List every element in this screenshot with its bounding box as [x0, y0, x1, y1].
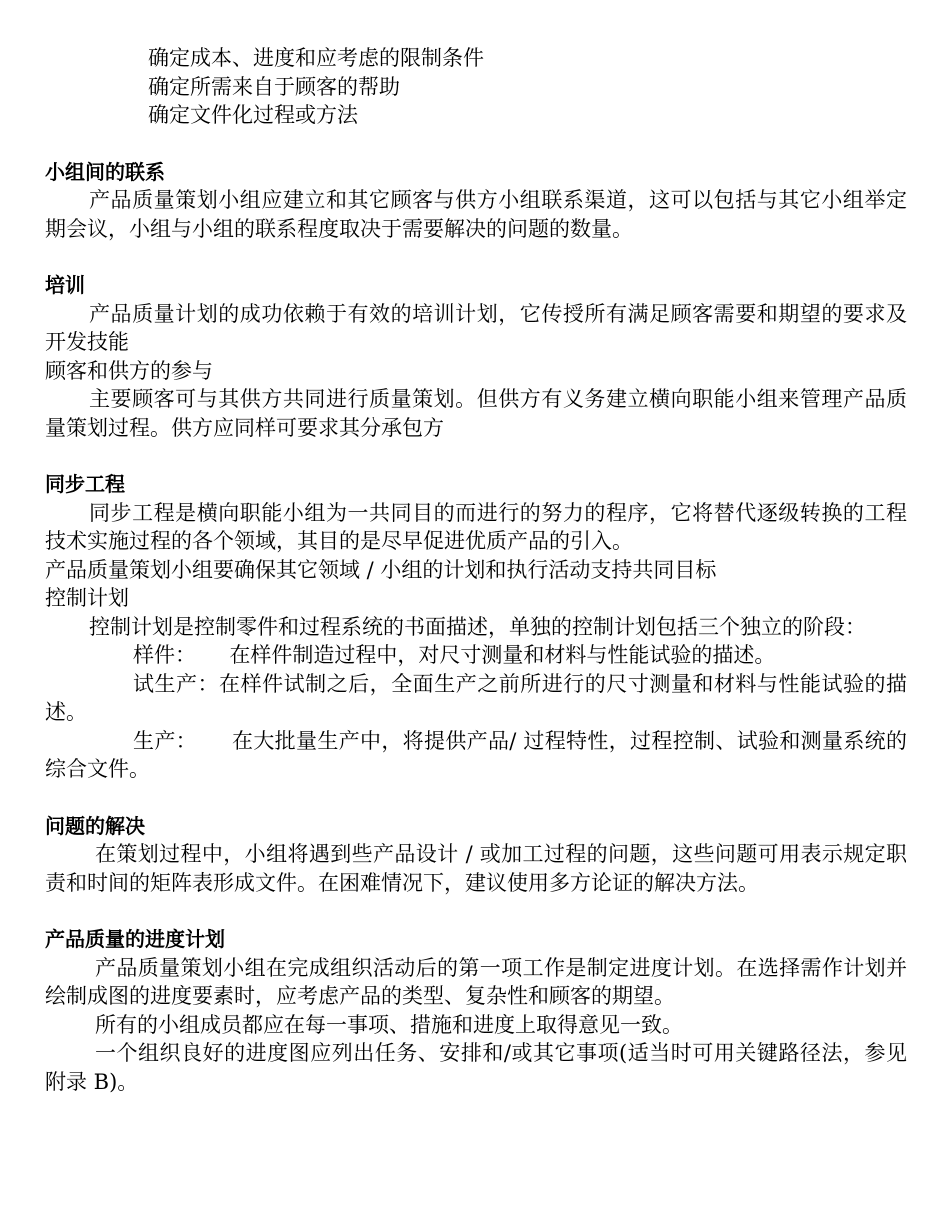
paragraph-concurrent-goal: 产品质量策划小组要确保其它领域 / 小组的计划和执行活动支持共同目标 — [45, 557, 717, 582]
paragraph-problem: 在策划过程中，小组将遇到些产品设计 / 或加工过程的问题，这些问题可用表示规定职责和时间的矩阵表形成文件。在困难情况下，建议使用多方论证的解决方法。 — [45, 842, 907, 895]
subheading-participation: 顾客和供方的参与 — [45, 358, 213, 383]
paragraph-liaison: 产品质量策划小组应建立和其它顾客与供方小组联系渠道，这可以包括与其它小组举定期会议，小组与小组的联系程度取决于需要解决的问题的数量。 — [45, 188, 907, 241]
subheading-control-plan: 控制计划 — [45, 586, 129, 610]
section-heading-problem: 问题的解决 — [45, 813, 145, 838]
intro-list — [45, 44, 907, 130]
stage-pre-launch: 试生产：在样件试制之后，全面生产之前所进行的尺寸测量和材料与性能试验的描述。 — [45, 671, 907, 724]
paragraph-training: 产品质量计划的成功依赖于有效的培训计划，它传授所有满足顾客需要和期望的要求及开发技能 — [45, 301, 907, 354]
paragraph-participation: 主要顾客可与其供方共同进行质量策划。但供方有义务建立横向职能小组来管理产品质量策划过程。供方应同样可要求其分承包方 — [45, 387, 907, 440]
list-item: 确定成本、进度和应考虑的限制条件 — [148, 46, 484, 70]
section-heading-schedule: 产品质量的进度计划 — [45, 927, 225, 951]
section-heading-concurrent: 同步工程 — [45, 472, 125, 496]
list-item: 确定文件化过程或方法 — [148, 103, 358, 127]
section-heading-training: 培训 — [45, 273, 85, 297]
paragraph-control-plan: 控制计划是控制零件和过程系统的书面描述，单独的控制计划包括三个独立的阶段： — [89, 614, 866, 639]
section-heading-liaison: 小组间的联系 — [45, 159, 165, 184]
paragraph-schedule-2: 所有的小组成员都应在每一事项、措施和进度上取得意见一致。 — [95, 1012, 683, 1037]
paragraph-schedule-1: 产品质量策划小组在完成组织活动后的第一项工作是制定进度计划。在选择需作计划并绘制成图的进度要素时，应考虑产品的类型、复杂性和顾客的期望。 — [45, 955, 907, 1008]
stage-production: 生产： 在大批量生产中，将提供产品/ 过程特性，过程控制、试验和测量系统的综合文件。 — [45, 728, 907, 781]
stage-prototype: 样件： 在样件制造过程中，对尺寸测量和材料与性能试验的描述。 — [133, 643, 776, 667]
list-item: 确定所需来自于顾客的帮助 — [148, 74, 400, 99]
paragraph-schedule-3: 一个组织良好的进度图应列出任务、安排和/或其它事项(适当时可用关键路径法，参见附录 B)。 — [45, 1041, 907, 1094]
paragraph-concurrent: 同步工程是横向职能小组为一共同目的而进行的努力的程序，它将替代逐级转换的工程技术实施过程的各个领域，其目的是尽早促进优质产品的引入。 — [45, 500, 907, 553]
document-page — [45, 44, 907, 1096]
